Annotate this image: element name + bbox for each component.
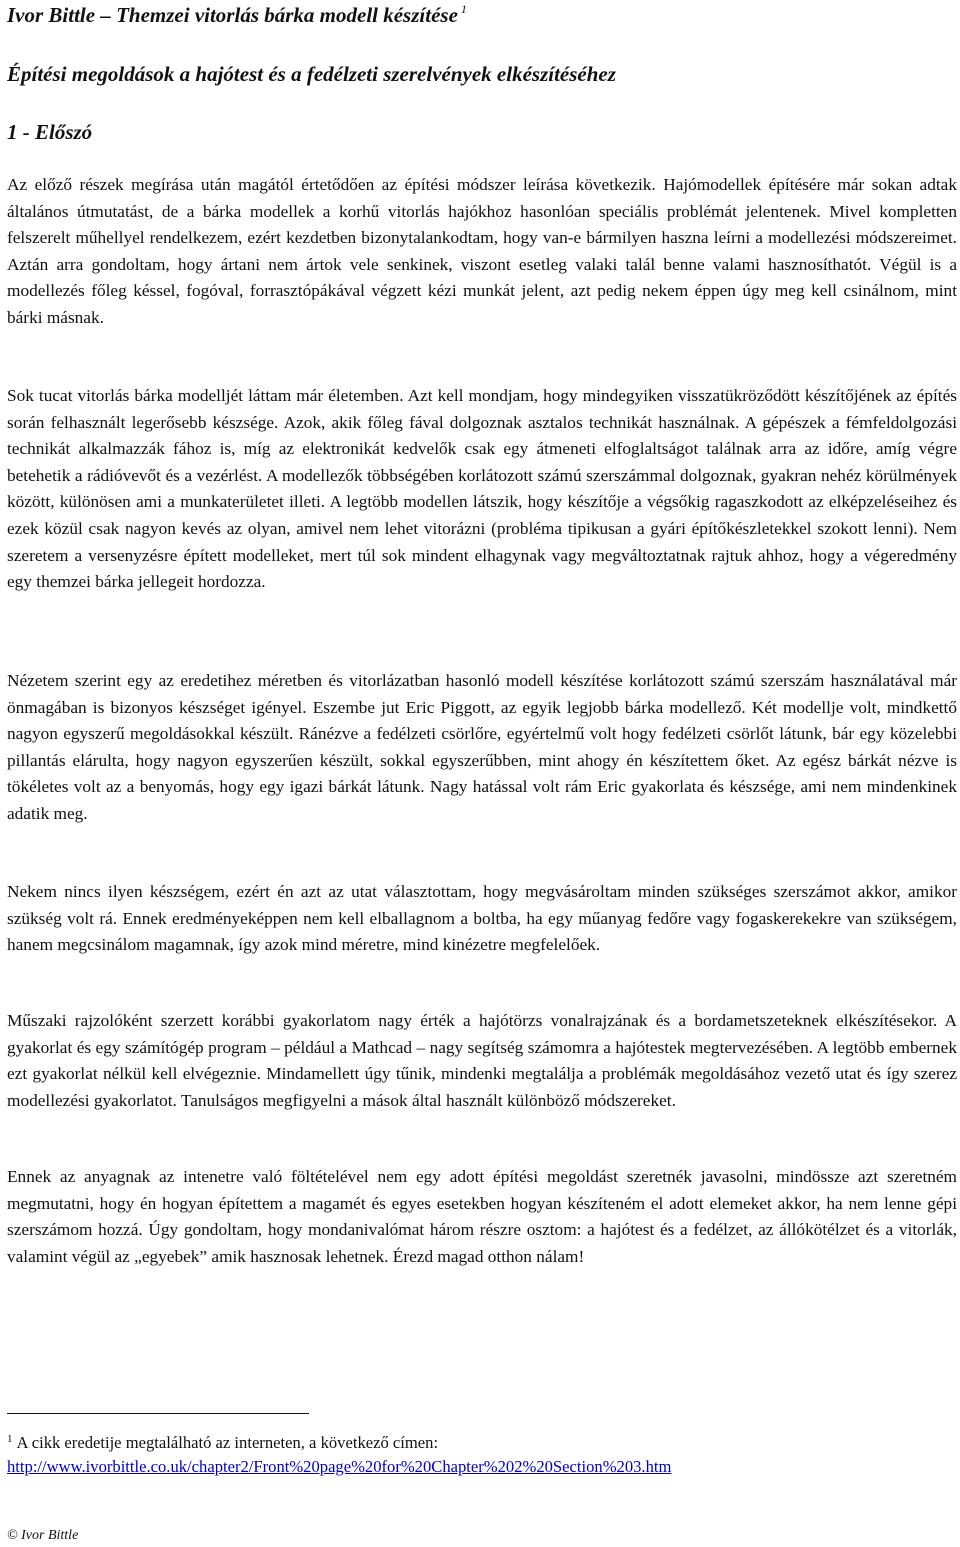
footnote <box>7 1427 957 1479</box>
section-heading: 1 - Előszó <box>7 120 93 144</box>
body-paragraph: Műszaki rajzolóként szerzett korábbi gyakorlatom nagy érték a hajótörzs vonalrajzának és a bordametszeteknek elkészítésekor. A gyakorlat és egy számítógép program – például a Mathcad – nagy segítség számomra a hajótestek megtervezésében. A legtöbb embernek ezt gyakorlat nélkül kell elvégeznie. Mindamellett úgy tűnik, mindenki megtalálja a problémák megoldásához vezető utat és így szerez modellezési gyakorlatot. Tanulságos megfigyelni a mások által használt különböző módszereket. <box>7 1011 957 1110</box>
footnote-text: A cikk eredetije megtalálható az interneten, a következő címen: <box>16 1433 439 1452</box>
body-paragraph: Nekem nincs ilyen készségem, ezért én azt az utat választottam, hogy megvásároltam minden szükséges szerszámot akkor, amikor szükség volt rá. Ennek eredményeképpen nem kell elballagnom a boltba, ha egy műanyag fedőre vagy fogaskerekekre van szükségem, hanem megcsinálom magamnak, így azok mind méretre, mind kinézetre megfelelőek. <box>7 882 957 955</box>
footnote-line <box>7 1427 957 1455</box>
footnote-link[interactable]: http://www.ivorbittle.co.uk/chapter2/Front%20page%20for%20Chapter%202%20Section%203.htm <box>7 1457 672 1476</box>
document-title <box>7 2 467 28</box>
body-paragraph: Ennek az anyagnak az intenetre való föltételével nem egy adott építési megoldást szeretnék javasolni, mindössze azt szeretném megmutatni, hogy én hogyan építettem a magamét és egyes esetekben hogyan készíteném el adott elemeket akkor, ha nem lenne gépi szerszámom hozzá. Úgy gondoltam, hogy mondanivalómat három részre osztom: a hajótest és a fedélzet, az állókötélzet és a vitorlák, valamint végül az „egyebek” amik hasznosak lehetnek. Érezd magad otthon nálam! <box>7 1167 957 1266</box>
document-title-text: Ivor Bittle – Themzei vitorlás bárka modell készítése <box>7 3 458 27</box>
page-footer-copyright: © Ivor Bittle <box>7 1528 79 1543</box>
footnote-number: 1 <box>7 1433 13 1445</box>
document-subtitle: Építési megoldások a hajótest és a fedélzeti szerelvények elkészítéséhez <box>7 62 616 86</box>
footnote-separator <box>7 1413 309 1414</box>
body-paragraph: Nézetem szerint egy az eredetihez méretben és vitorlázatban hasonló modell készítése korlátozott számú szerszám használatával már önmagában is bizonyos készséget igényel. Eszembe jut Eric Piggott, az egyik legjobb bárka modellező. Két modellje volt, mindkettő nagyon egyszerű megoldásokkal készült. Ránézve a fedélzeti csörlőre, egyértelmű volt hogy fedélzeti csörlőt látunk, bár egy közelebbi pillantás elárulta, hogy nagyon egyszerűen készült, sokkal egyszerűbben, mint ahogy én készítettem őket. Az egész bárkát nézve is tökéletes volt az a benyomás, hogy egy igazi bárkát látunk. Nagy hatással volt rám Eric gyakorlata és készsége, ami nem mindenkinek adatik meg. <box>7 671 957 823</box>
title-footnote-ref[interactable]: 1 <box>460 2 467 16</box>
body-paragraph: Az előző részek megírása után magától értetődően az építési módszer leírása következik. Hajómodellek építésére már sokan adtak általános útmutatást, de a bárka modellek a korhű vitorlás hajókhoz hasonlóan speciális problémát jelentenek. Mivel kompletten felszerelt műhellyel rendelkezem, ezért kezdetben bizonytalankodtam, hogy van-e bármilyen haszna leírni a modellezési módszereimet. Aztán arra gondoltam, hogy ártani nem ártok vele senkinek, viszont esetleg valaki talál benne valami hasznosíthatót. Végül is a modellezés főleg késsel, fogóval, forrasztópákával végzett kézi munkát jelent, azt pedig nekem éppen úgy meg kell csinálnom, mint bárki másnak. <box>7 175 957 327</box>
footnote-link-line <box>7 1455 957 1479</box>
body-paragraph: Sok tucat vitorlás bárka modelljét láttam már életemben. Azt kell mondjam, hogy mindegyiken visszatükröződött készítőjének az építés során felhasznált legerősebb készsége. Azok, akik főleg fával dolgoznak asztalos technikát használnak. A gépészek a fémfeldolgozási technikát alkalmazzák fához is, míg az elektronikát kedvelők csak egy átmeneti elfoglaltságot találnak arra az időre, amíg végre betehetik a rádióvevőt és a vezérlést. A modellezők többségében korlátozott számú szerszámmal dolgoznak, gyakran nehéz körülmények között, különösen ami a munkaterületet illeti. A legtöbb modellen látszik, hogy készítője a végsőkig ragaszkodott az elképzeléseihez és ezek közül csak nagyon kevés az olyan, amivel nem lehet vitorázni (probléma tipikusan a gyári építőkészletekkel szokott lenni). Nem szeretem a versenyzésre épített modelleket, mert túl sok mindent elhagynak vagy megváltoztatnak rajtuk ahhoz, hogy a végeredmény egy themzei bárka jellegeit hordozza. <box>7 386 957 592</box>
